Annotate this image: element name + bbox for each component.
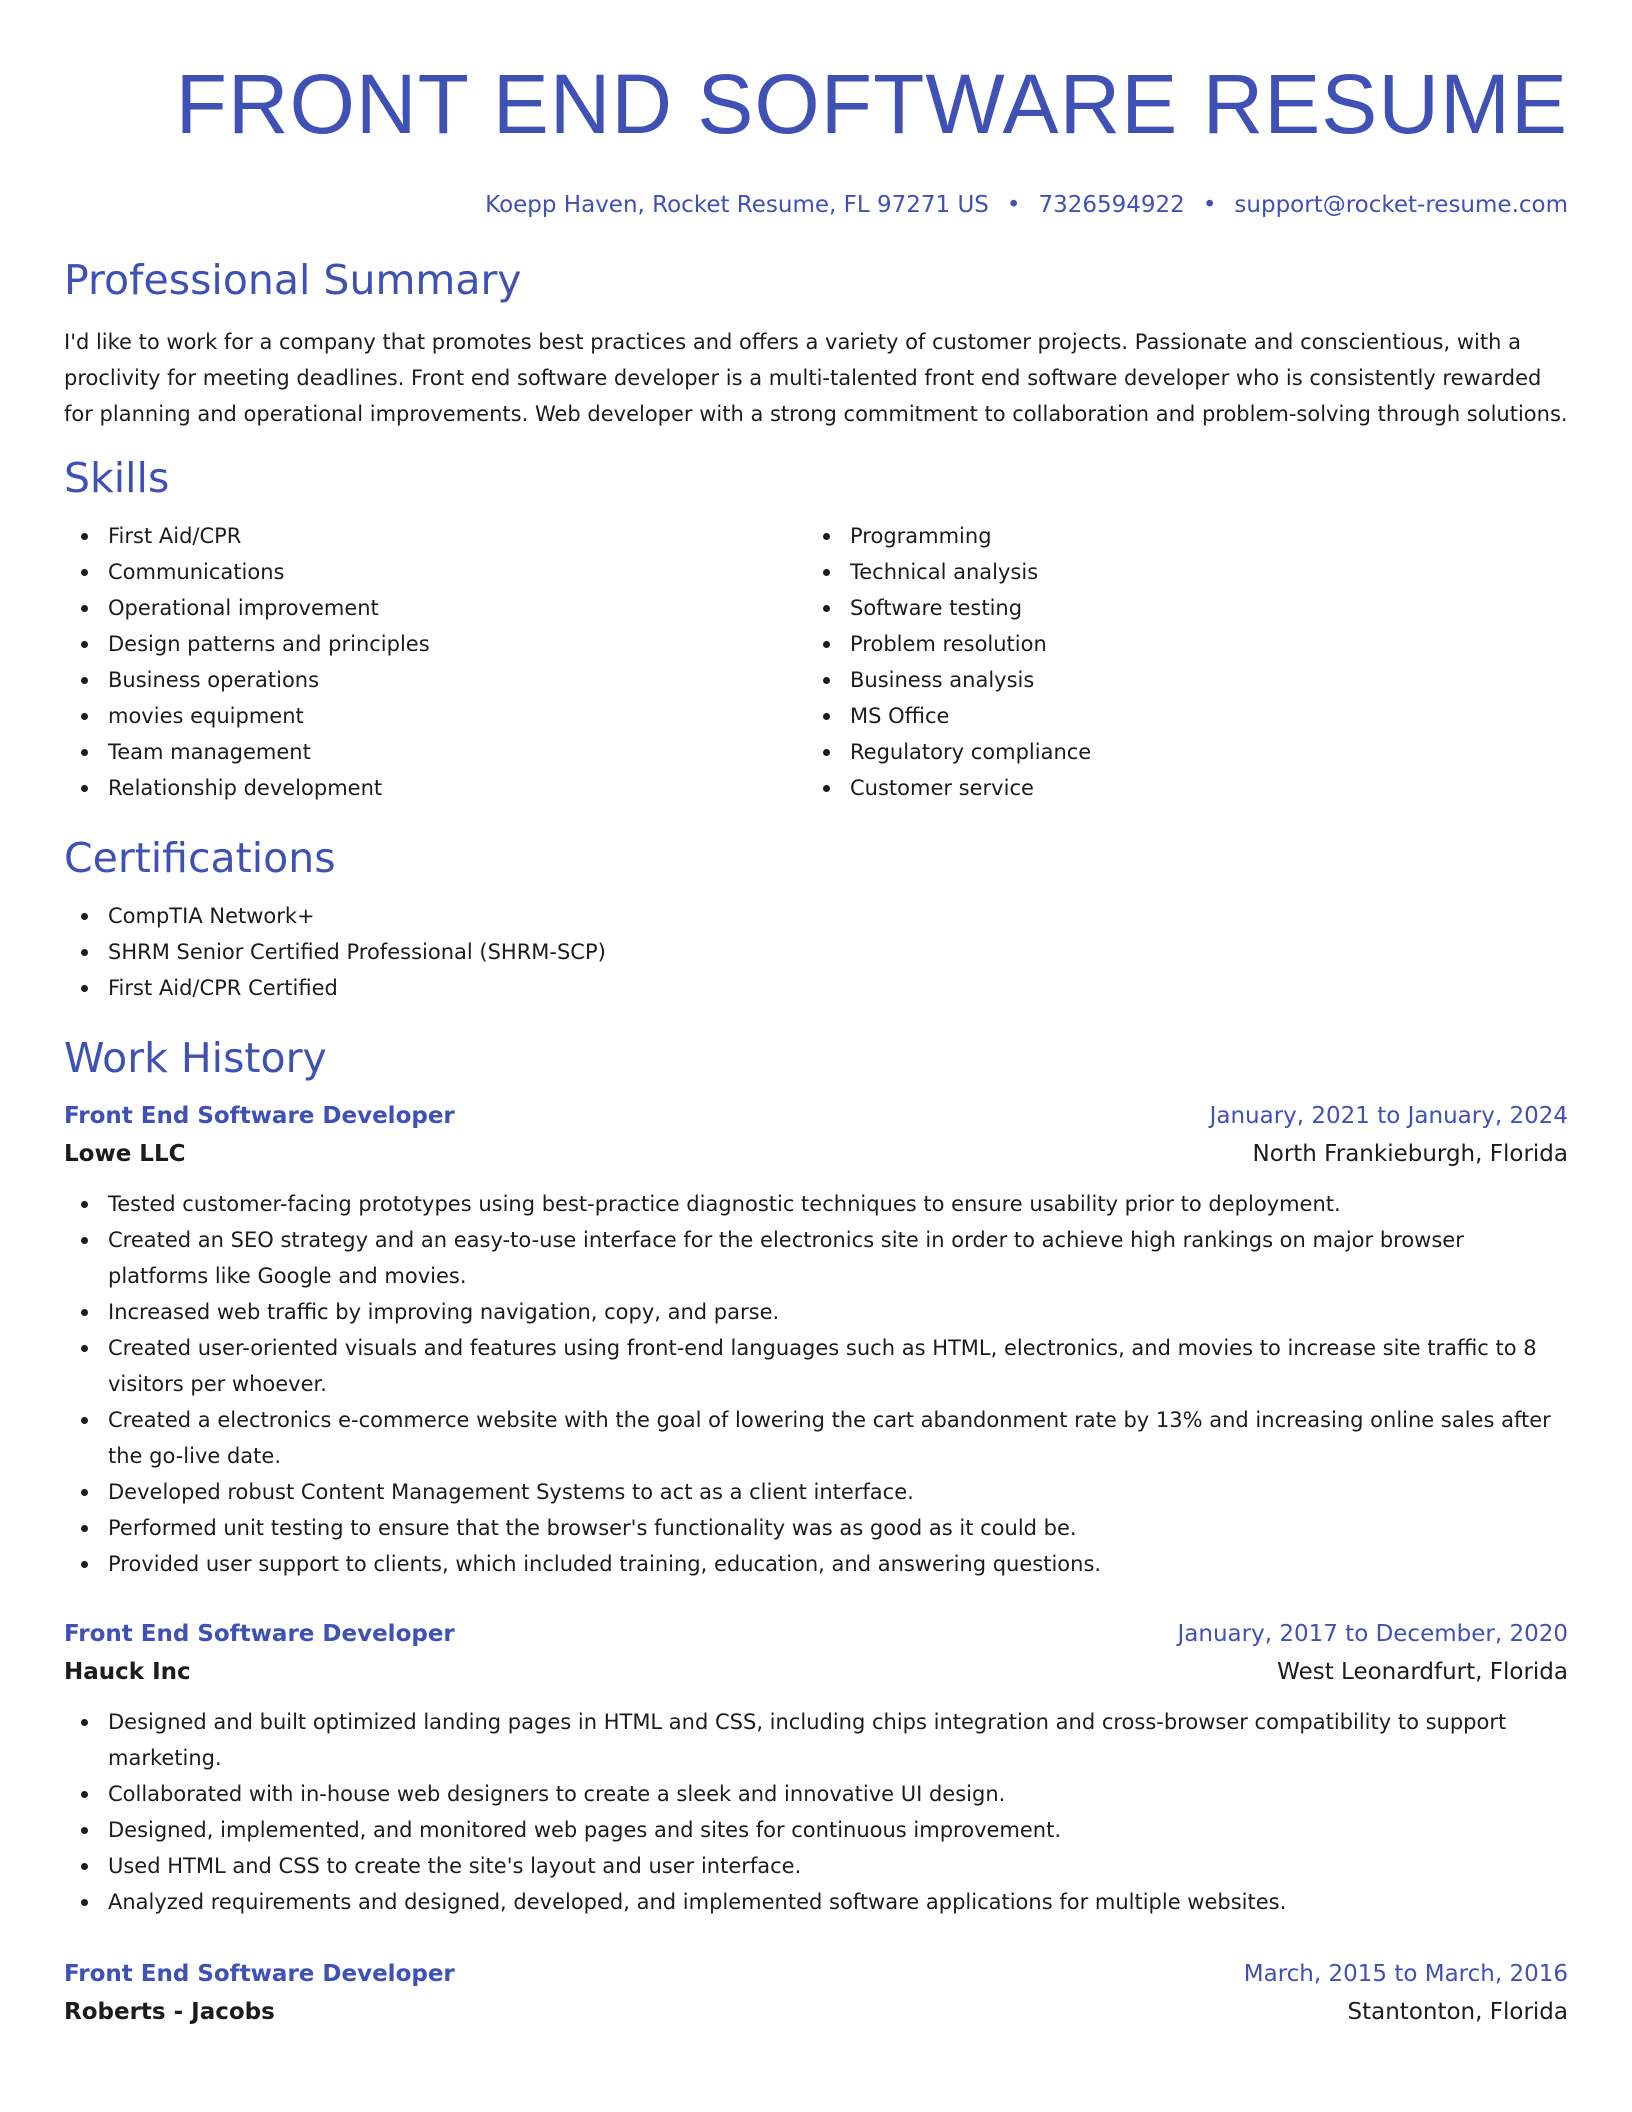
job-bullet: Analyzed requirements and designed, developed, and implemented software applications for multiple websites. <box>64 1884 1568 1920</box>
job-dates: January, 2021 to January, 2024 <box>1209 1103 1568 1129</box>
job-header-row <box>64 1956 1568 1992</box>
job-location: West Leonardfurt, Florida <box>1277 1659 1568 1685</box>
skill-item: Software testing <box>806 590 1548 626</box>
contact-email[interactable]: support@rocket-resume.com <box>1234 192 1568 218</box>
job-role: Front End Software Developer <box>64 1621 455 1647</box>
certifications-heading: Certifications <box>64 834 336 882</box>
job-bullets <box>64 1186 1568 1582</box>
skills-grid <box>64 518 1568 806</box>
resume-title: FRONT END SOFTWARE RESUME <box>175 57 1568 151</box>
skill-item: Design patterns and principles <box>64 626 806 662</box>
job-bullets <box>64 1704 1568 1920</box>
skill-item: Programming <box>806 518 1548 554</box>
skill-item: Communications <box>64 554 806 590</box>
job-bullet: Used HTML and CSS to create the site's layout and user interface. <box>64 1848 1568 1884</box>
job-company: Lowe LLC <box>64 1141 186 1167</box>
skill-item: Problem resolution <box>806 626 1548 662</box>
job-header-row <box>64 1098 1568 1134</box>
job-entry <box>64 1956 1568 2032</box>
job-role: Front End Software Developer <box>64 1961 455 1987</box>
skills-heading: Skills <box>64 454 170 502</box>
job-company-row <box>64 1652 1568 1692</box>
job-company-row <box>64 1992 1568 2032</box>
summary-heading: Professional Summary <box>64 256 522 304</box>
skill-item: MS Office <box>806 698 1548 734</box>
contact-separator: • <box>1202 192 1217 218</box>
job-bullet: Performed unit testing to ensure that the browser's functionality was as good as it could be. <box>64 1510 1568 1546</box>
job-bullet: Designed, implemented, and monitored web pages and sites for continuous improvement. <box>64 1812 1568 1848</box>
job-company: Hauck Inc <box>64 1659 191 1685</box>
job-company: Roberts - Jacobs <box>64 1999 275 2025</box>
job-dates: January, 2017 to December, 2020 <box>1177 1621 1568 1647</box>
skill-item: Technical analysis <box>806 554 1548 590</box>
work-history-heading: Work History <box>64 1034 327 1082</box>
job-role: Front End Software Developer <box>64 1103 455 1129</box>
skill-item: First Aid/CPR <box>64 518 806 554</box>
job-bullet: Designed and built optimized landing pages in HTML and CSS, including chips integration and cross-browser compatibility to support marketing. <box>64 1704 1568 1776</box>
job-bullet: Increased web traffic by improving navigation, copy, and parse. <box>64 1294 1568 1330</box>
skill-item: Business analysis <box>806 662 1548 698</box>
job-bullet: Created a electronics e-commerce website with the goal of lowering the cart abandonment rate by 13% and increasing online sales after the go-live date. <box>64 1402 1568 1474</box>
job-location: North Frankieburgh, Florida <box>1252 1141 1568 1167</box>
job-location: Stantonton, Florida <box>1347 1999 1568 2025</box>
skill-item: Regulatory compliance <box>806 734 1548 770</box>
job-bullet: Collaborated with in-house web designers to create a sleek and innovative UI design. <box>64 1776 1568 1812</box>
summary-text: I'd like to work for a company that promotes best practices and offers a variety of customer projects. Passionate and conscientious, with a proclivity for meeting deadlines. Front end software developer is a multi-talented front end software developer who is consistently rewarded for planning and operational improvements. Web developer with a strong commitment to collaboration and problem-solving through solutions. <box>64 330 1568 426</box>
contact-phone: 7326594922 <box>1038 192 1185 218</box>
job-header-row <box>64 1616 1568 1652</box>
skill-item: Team management <box>64 734 806 770</box>
certification-item: First Aid/CPR Certified <box>64 970 1568 1006</box>
skill-item: Customer service <box>806 770 1548 806</box>
job-entry <box>64 1098 1568 1582</box>
skill-item: Relationship development <box>64 770 806 806</box>
certifications-list <box>64 898 1568 1006</box>
certification-item: CompTIA Network+ <box>64 898 1568 934</box>
job-company-row <box>64 1134 1568 1174</box>
resume-header <box>64 0 1568 220</box>
contact-separator: • <box>1006 192 1021 218</box>
job-bullet: Provided user support to clients, which included training, education, and answering questions. <box>64 1546 1568 1582</box>
job-dates: March, 2015 to March, 2016 <box>1243 1961 1568 1987</box>
skill-item: movies equipment <box>64 698 806 734</box>
contact-line <box>64 190 1568 220</box>
job-bullet: Created an SEO strategy and an easy-to-use interface for the electronics site in order to achieve high rankings on major browser platforms like Google and movies. <box>64 1222 1568 1294</box>
job-bullet: Created user-oriented visuals and features using front-end languages such as HTML, electronics, and movies to increase site traffic to 8 visitors per whoever. <box>64 1330 1568 1402</box>
skills-list-right <box>806 518 1548 806</box>
job-bullet: Developed robust Content Management Systems to act as a client interface. <box>64 1474 1568 1510</box>
skill-item: Operational improvement <box>64 590 806 626</box>
contact-address: Koepp Haven, Rocket Resume, FL 97271 US <box>485 192 989 218</box>
job-entry <box>64 1616 1568 1920</box>
job-bullet: Tested customer-facing prototypes using best-practice diagnostic techniques to ensure usability prior to deployment. <box>64 1186 1568 1222</box>
skill-item: Business operations <box>64 662 806 698</box>
certification-item: SHRM Senior Certified Professional (SHRM-SCP) <box>64 934 1568 970</box>
skills-list-left <box>64 518 806 806</box>
